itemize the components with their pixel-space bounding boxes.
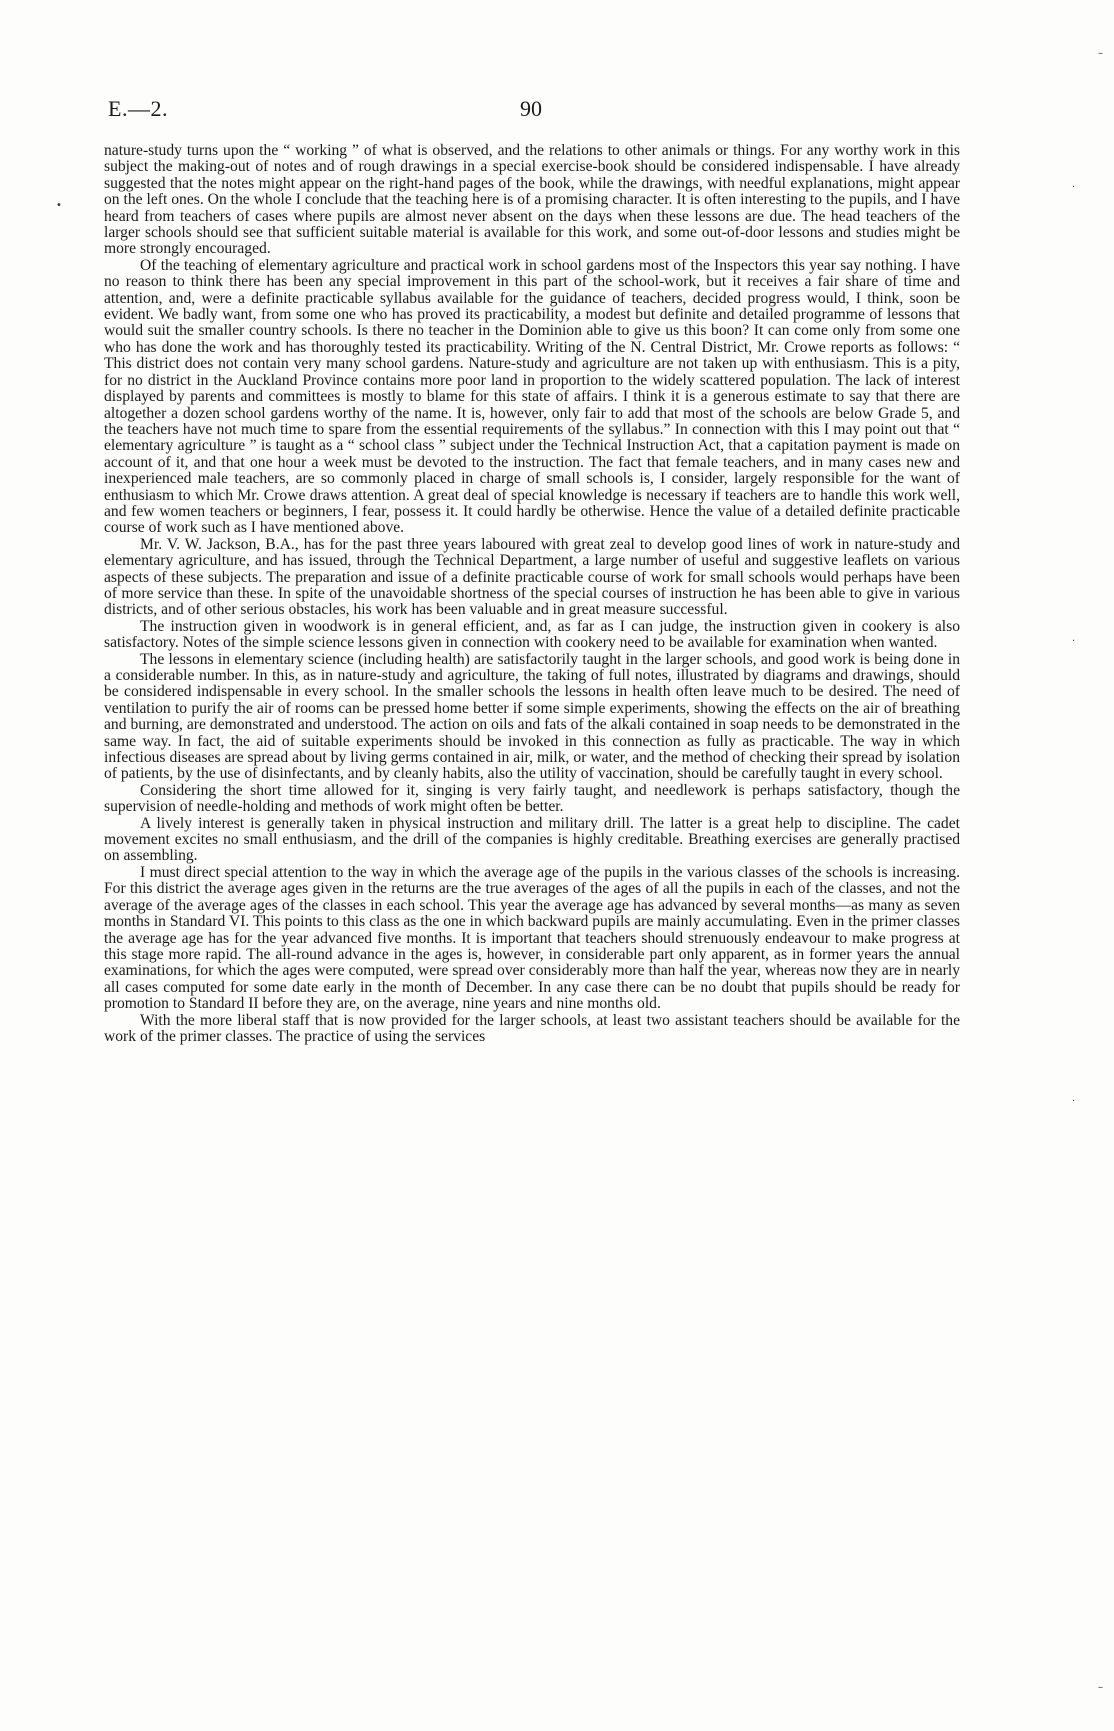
paragraph-elementary-science: The lessons in elementary science (including health) are satisfactorily taught in the larger schools, and good work is being done in a considerable number. In this, as in nature-study and agriculture, the taking of full notes, illustrated by diagrams and drawings, should be considered indispensable in every school. In the smaller schools the lessons in health often leave much to be desired. The need of ventilation to purify the air of rooms can be pressed home better if some simple experiments, showing the effects on the air of breathing and burning, are demonstrated and understood. The action on oils and fats of the alkali contained in soap needs to be demonstrated in the same way. In fact, the aid of suitable experiments should be invoked in this connection as fully as practicable. The way in which infectious diseases are spread about by living germs contained in air, milk, or water, and the method of checking their spread by isolation of patients, by the use of disinfectants, and by cleanly habits, also the utility of vaccination, should be carefully taught in every school. — [104, 650, 960, 783]
report-body — [104, 143, 960, 1045]
scan-mark-dot: • — [56, 200, 62, 211]
paragraph-physical-instruction: A lively interest is generally taken in physical instruction and military drill. The latter is a great help to discipline. The cadet movement excites no small enthusiasm, and the drill of the companies is highly creditable. Breathing exercises are generally practised on assembling. — [104, 814, 960, 865]
page-number: 90 — [520, 96, 542, 121]
scan-mark-dash: · — [1072, 182, 1076, 193]
paragraph-jackson: Mr. V. W. Jackson, B.A., has for the past three years laboured with great zeal to develop good lines of work in nature-study and elementary agriculture, and has issued, through the Technical Department, a large number of useful and suggestive leaflets on various aspects of these subjects. The preparation and issue of a definite practicable course of work for small schools would perhaps have been of more service than these. In spite of the unavoidable shortness of the special courses of instruction he has been able to give in various districts, and of other serious obstacles, his work has been valuable and in great measure successful. — [104, 535, 960, 619]
scan-mark-dash: – — [1098, 1682, 1103, 1693]
page-header — [108, 96, 958, 132]
scan-mark-dot: · — [1072, 1096, 1076, 1107]
paragraph-nature-study: nature-study turns upon the “ working ” of what is observed, and the relations to other animals or things. For any worthy work in this subject the making-out of notes and of rough drawings in a special exercise-book should be considered indispensable. I have already suggested that the notes might appear on the right-hand pages of the book, while the drawings, with needful explanations, might appear on the left ones. On the whole I conclude that the teaching here is of a promising character. It is often interesting to the pupils, and I have heard from teachers of cases where pupils are almost never absent on the days when these lessons are due. The head teachers of the larger schools should see that sufficient suitable material is available for this work, and some out-of-door lessons and studies might be more strongly encouraged. — [104, 142, 960, 258]
paragraph-agriculture: Of the teaching of elementary agriculture and practical work in school gardens most of the Inspectors this year say nothing. I have no reason to think there has been any special improvement in this part of the school-work, but it receives a fair share of time and attention, and, were a definite practicable syllabus available for the guidance of teachers, decided progress would, I think, soon be evident. We badly want, from some one who has proved its practicability, a modest but definite and detailed programme of lessons that would suit the smaller country schools. Is there no teacher in the Dominion able to give us this boon? It can come only from some one who has done the work and has thoroughly tested its practicability. Writing of the N. Central District, Mr. Crowe reports as follows: “ This district does not contain very many school gardens. Nature-study and agriculture are not taken up with enthusiasm. This is a pity, for no district in the Auckland Province contains more poor land in proportion to the widely scattered population. The lack of interest displayed by parents and committees is mostly to blame for this state of affairs. I think it is a generous estimate to say that there are altogether a dozen school gardens worthy of the name. It is, however, only fair to add that most of the schools are below Grade 5, and the teachers have not much time to spare from the essential requirements of the syllabus.” In connection with this I may point out that “ elementary agriculture ” is taught as a “ school class ” subject under the Technical Instruction Act, that a capitation payment is made on account of it, and that one hour a week must be devoted to the instruction. The fact that female teachers, and in many cases new and inexperienced male teachers, are so commonly placed in charge of small schools is, I consider, largely responsible for the want of enthusiasm to which Mr. Crowe draws attention. A great deal of special knowledge is necessary if teachers are to handle this work well, and few women teachers or beginners, I fear, possess it. It could hardly be otherwise. Hence the value of a detailed definite practicable course of work such as I have mentioned above. — [104, 256, 960, 537]
paragraph-average-age: I must direct special attention to the way in which the average age of the pupils in the various classes of the schools is increasing. For this district the average ages given in the returns are the true averages of the ages of all the pupils in each of the classes, and not the average of the average ages of the classes in each school. This year the average age has advanced by several months—as many as seven months in Standard VI. This points to this class as the one in which backward pupils are mainly accumulating. Even in the primer classes the average age has for the year advanced five months. It is important that teachers should strenuously endeavour to make progress at this stage more rapid. The all-round advance in the ages is, however, in considerable part only apparent, as in former years the annual examinations, for which the ages were computed, were spread over considerably more than half the year, whereas now they are in nearly all cases computed for some date early in the month of December. In any case there can be no doubt that pupils should be ready for promotion to Standard II before they are, on the average, nine years and nine months old. — [104, 863, 960, 1013]
scan-mark-dash: – — [1098, 48, 1103, 59]
scan-mark-dot: · — [1072, 636, 1076, 647]
paragraph-staffing: With the more liberal staff that is now provided for the larger schools, at least two assistant teachers should be available for the work of the primer classes. The practice of using the services — [104, 1011, 960, 1045]
paragraph-woodwork-cookery: The instruction given in woodwork is in general efficient, and, as far as I can judge, the instruction given in cookery is also satisfactory. Notes of the simple science lessons given in connection with cookery need to be available for examination when wanted. — [104, 617, 960, 652]
document-reference: E.—2. — [108, 96, 168, 121]
paragraph-singing-needlework: Considering the short time allowed for it, singing is very fairly taught, and needlework is perhaps satisfactory, though the supervision of needle-holding and methods of work might often be better. — [104, 781, 960, 816]
